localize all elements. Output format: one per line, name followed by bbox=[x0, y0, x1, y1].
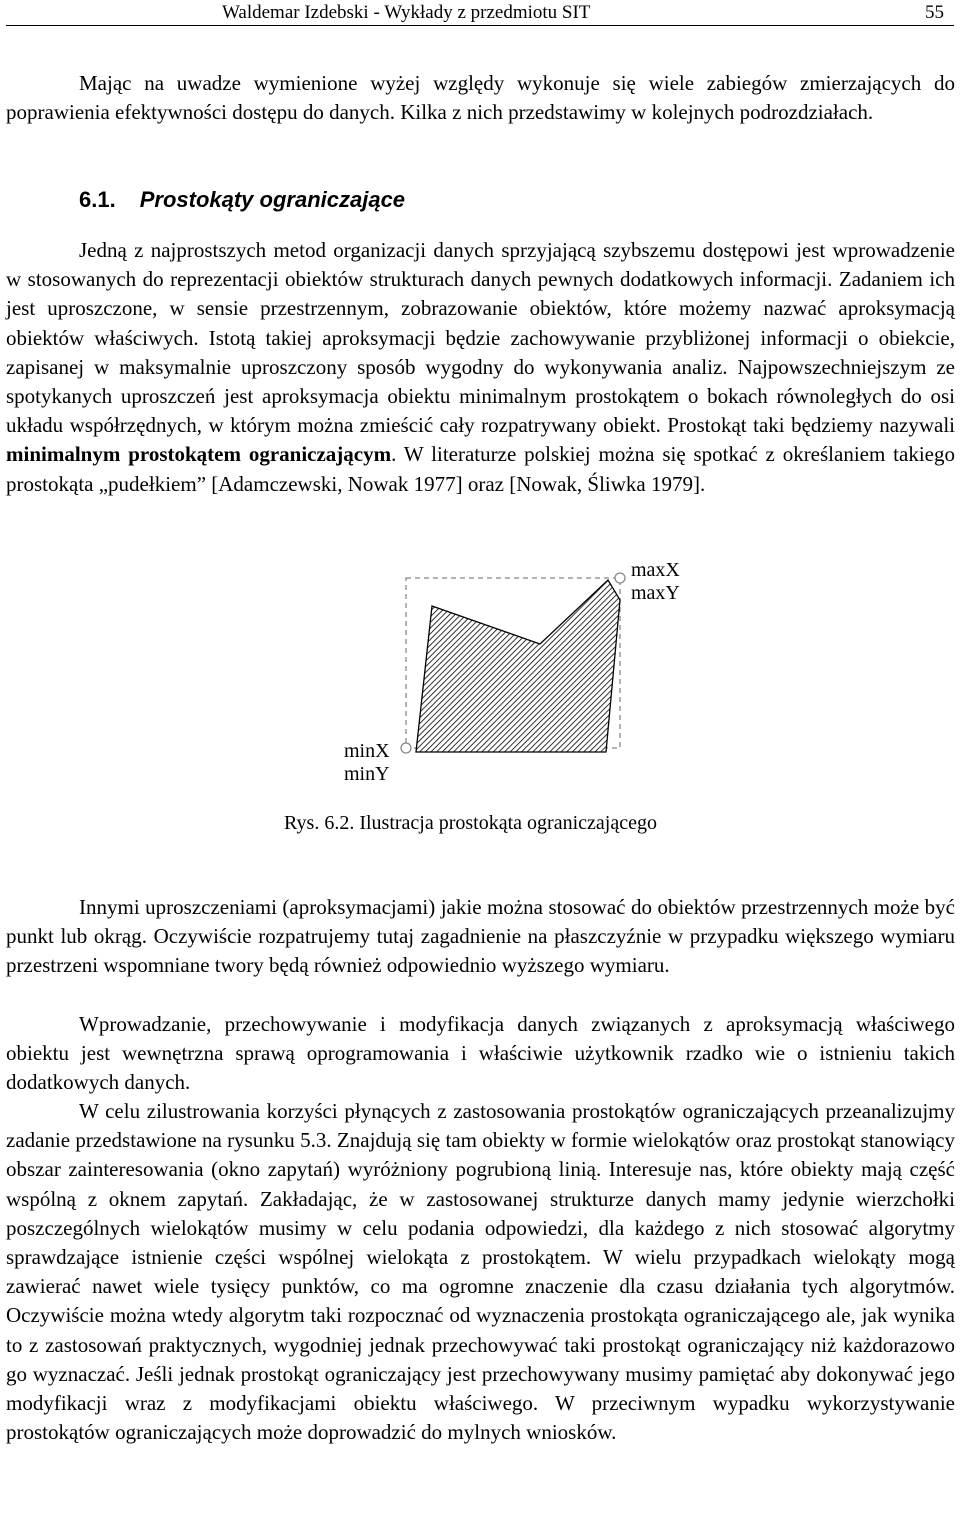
section-number: 6.1. bbox=[79, 187, 116, 212]
section-paragraph-text-end: . W literaturze polskiej można się spotkać z określaniem takiego prostokąta „pudełkiem” [Adamczewski, Nowak 1977] oraz [Nowak, Śliwka 1979]. bbox=[6, 442, 955, 496]
min-corner-marker bbox=[401, 743, 411, 753]
section-title: Prostokąty ograniczające bbox=[139, 187, 406, 212]
page-header bbox=[6, 0, 954, 26]
intro-paragraph: Mając na uwadze wymienione wyżej względy wykonuje się wiele zabiegów zmierzających do poprawienia efektywności dostępu do danych. Kilka z nich przedstawimy w kolejnych podrozdziałach. bbox=[6, 71, 955, 125]
section-paragraph bbox=[6, 236, 955, 499]
max-y-label: maxY bbox=[631, 582, 680, 604]
page-number: 55 bbox=[925, 2, 944, 23]
bounding-rectangle-figure bbox=[0, 560, 960, 800]
paragraph: Innymi uproszczeniami (aproksymacjami) jakie można stosować do obiektów przestrzennych może być punkt lub okrąg. Oczywiście rozpatrujemy tutaj zagadnienie na płaszczyźnie w przypadku większego wymiaru przestrzeni wspomniane twory będą również odpowiednio wyższego wymiaru. bbox=[6, 895, 955, 978]
section-heading bbox=[79, 185, 405, 215]
max-x-label: maxX bbox=[631, 559, 680, 581]
hatched-polygon bbox=[416, 580, 620, 752]
paragraph: W celu zilustrowania korzyści płynących z zastosowania prostokątów ograniczających przeanalizujmy zadanie przedstawione na rysunku 5.3. Znajdują się tam obiekty w formie wielokątów oraz prostokąt stanowiący obszar zainteresowania (okno zapytań) wyróżniony pogrubioną linią. Interesuje nas, które obiekty mają część wspólną z oknem zapytań. Zakładając, że w zastosowanej strukturze danych mamy jedynie wierzchołki poszczególnych wielokątów musimy w celu podania odpowiedzi, dla każdego z nich stosować algorytmy sprawdzające istnienie części wspólnej wielokąta z prostokątem. W wielu przypadkach wielokąty mogą zawierać nawet wiele tysięcy punktów, co ma ogromne znaczenie dla czasu działania tych algorytmów. Oczywiście można wtedy algorytm taki rozpocznać od wyznaczenia prostokąta ograniczającego ale, jak wynika to z zastosowań praktycznych, wygodniej jednak przechowywać taki prostokąt ograniczający niż każdorazowo go wyznaczać. Jeśli jednak prostokąt ograniczający jest przechowywany musimy pamiętać aby dokonywać jego modyfikacji wraz z modyfikacjami obiektu właściwego. W przeciwnym wypadku wykorzystywanie prostokątów ograniczających może doprowadzić do mylnych wniosków. bbox=[6, 1099, 955, 1445]
paragraph: Wprowadzanie, przechowywanie i modyfikacja danych związanych z aproksymacją właściwego obiektu jest wewnętrzna sprawą oprogramowania i właściwie użytkownik rzadko wie o istnieniu takich dodatkowych danych. bbox=[6, 1012, 955, 1095]
header-title: Waldemar Izdebski - Wykłady z przedmiotu SIT bbox=[222, 2, 591, 23]
max-corner-marker bbox=[615, 573, 625, 583]
figure-caption: Rys. 6.2. Ilustracja prostokąta ograniczającego bbox=[284, 812, 657, 834]
min-x-label: minX bbox=[344, 740, 390, 762]
section-paragraph-text: Jedną z najprostszych metod organizacji danych sprzyjającą szybszemu dostępowi jest wprowadzenie w stosowanych do reprezentacji obiektów strukturach danych pewnych dodatkowych informacji. Zadaniem ich jest uproszczone, w sensie przestrzennym, zobrazowanie obiektów, które możemy nazwać aproksymacją obiektów właściwych. Istotą takiej aproksymacji będzie zachowywanie przybliżonej informacji o obiekcie, zapisanej w maksymalnie uproszczony sposób wygodny do wykonywania analiz. Najpowszechniejszym ze spotykanych uproszczeń jest aproksymacja obiektu minimalnym prostokątem o bokach równoległych do osi układu współrzędnych, w którym można zmieścić cały rozpatrywany obiekt. Prostokąt taki będziemy nazywali bbox=[6, 238, 955, 438]
min-y-label: minY bbox=[344, 763, 390, 785]
defined-term: minimalnym prostokątem ograniczającym bbox=[6, 442, 392, 467]
